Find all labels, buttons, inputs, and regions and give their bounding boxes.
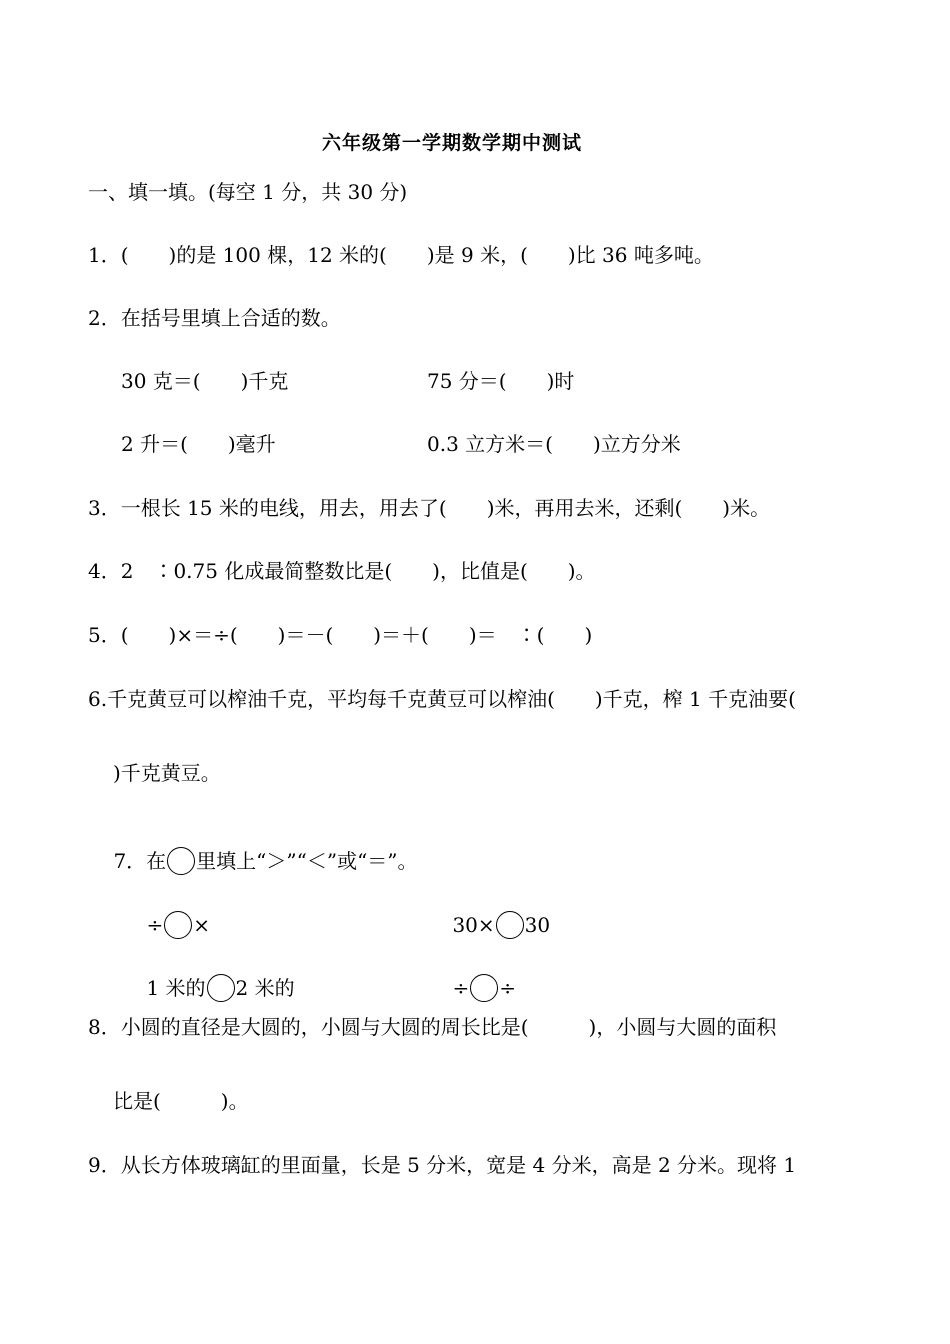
page-title: 六年级第一学期数学期中测试 bbox=[322, 132, 583, 154]
item-a-right: × bbox=[193, 913, 210, 937]
item-b-left: 30× bbox=[452, 913, 495, 937]
item-c-right: 2 米的 bbox=[235, 976, 295, 1000]
question-5: 5．( )×＝÷( )＝－( )＝＋( )＝ ∶( ) bbox=[88, 623, 593, 647]
item-a-left: ÷ bbox=[146, 913, 164, 937]
question-2-item-d: 0.3 立方米＝( )立方分米 bbox=[427, 432, 681, 456]
question-1: 1．( )的是 100 棵，12 米的( )是 9 米，( )比 36 吨多吨。 bbox=[88, 243, 714, 267]
question-9: 9．从长方体玻璃缸的里面量，长是 5 分米，宽是 4 分米，高是 2 分米。现将 1 bbox=[88, 1153, 797, 1177]
question-8-line-2: 比是( )。 bbox=[113, 1089, 249, 1113]
question-2-item-b: 75 分＝( )时 bbox=[427, 369, 575, 393]
compare-circle-icon bbox=[164, 911, 192, 939]
section-heading: 一、填一填。(每空 1 分，共 30 分) bbox=[88, 180, 408, 204]
compare-circle-icon bbox=[496, 911, 524, 939]
question-2-item-c: 2 升＝( )毫升 bbox=[121, 432, 276, 456]
item-d-left: ÷ bbox=[452, 976, 470, 1000]
compare-circle-icon bbox=[207, 974, 235, 1002]
item-c-left: 1 米的 bbox=[146, 976, 206, 1000]
question-2: 2．在括号里填上合适的数。 bbox=[88, 306, 341, 330]
question-3: 3．一根长 15 米的电线，用去，用去了( )米，再用去米，还剩( )米。 bbox=[88, 496, 771, 520]
question-7-prefix: 7．在 bbox=[113, 849, 167, 873]
question-7-suffix: 里填上“＞”“＜”或“＝”。 bbox=[196, 849, 418, 873]
item-b-right: 30 bbox=[524, 913, 551, 937]
question-6-line-2: )千克黄豆。 bbox=[113, 761, 221, 785]
question-6-line-1: 6.千克黄豆可以榨油千克，平均每千克黄豆可以榨油( )千克，榨 1 千克油要( bbox=[88, 687, 796, 711]
question-2-item-a: 30 克＝( )千克 bbox=[121, 369, 289, 393]
item-d-right: ÷ bbox=[499, 976, 516, 1000]
compare-circle-icon bbox=[167, 847, 195, 875]
question-4: 4．2 ∶0.75 化成最简整数比是( )，比值是( )。 bbox=[88, 559, 596, 583]
question-8-line-1: 8．小圆的直径是大圆的，小圆与大圆的周长比是( )，小圆与大圆的面积 bbox=[88, 1015, 777, 1039]
compare-circle-icon bbox=[470, 974, 498, 1002]
